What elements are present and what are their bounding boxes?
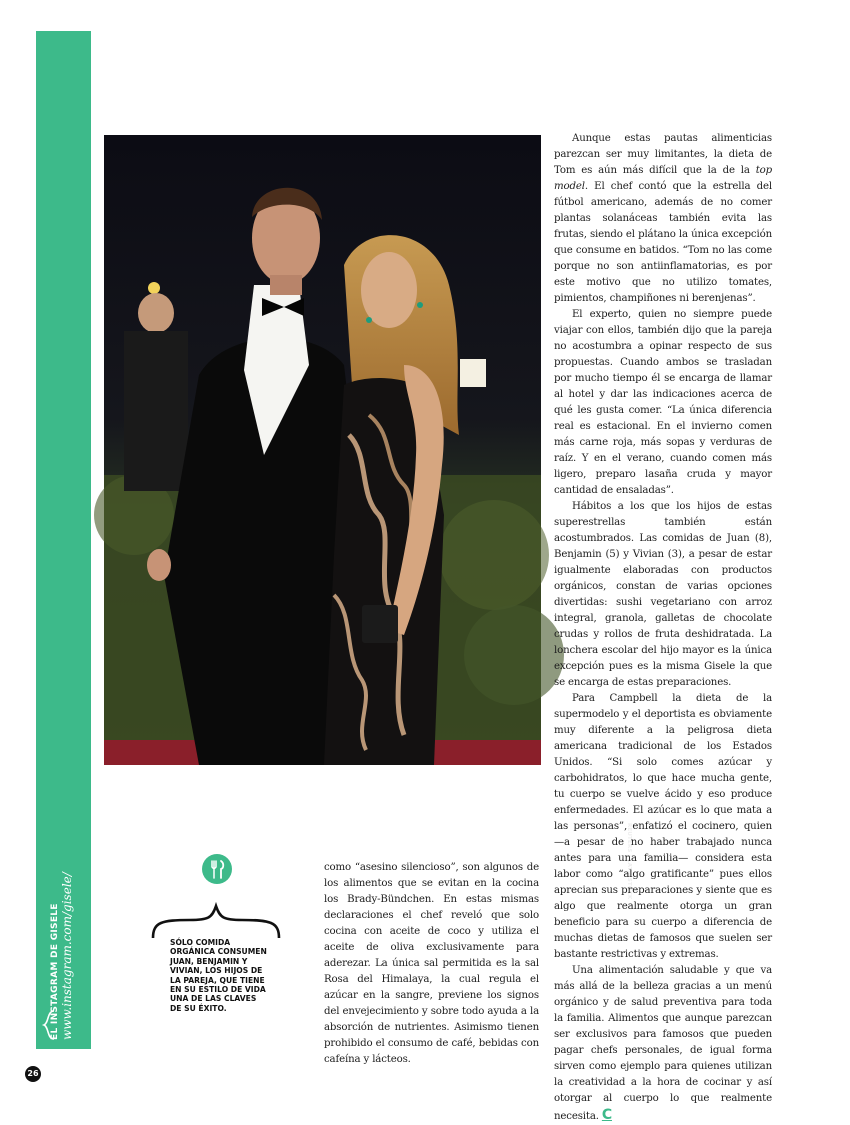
sidebar-title: EL INSTAGRAM DE GISELE bbox=[50, 903, 60, 1040]
article-paragraph: como “asesino silencioso”, son algunos de los alimentos que se evitan en la cocina los Brady-Bündchen. En estas mismas declaraciones el chef reveló que solo cocina con aceite de coco y utiliza el aceite de oliva exclusivamente para aderezar. La única sal permitida es la sal Rosa del Himalaya, la cual regula el azúcar en la sangre, previene los signos del envejecimiento y sobre todo ayuda a la absorción de nutrientes. Asimismo tienen prohibido el consumo de café, bebidas con cafeína y lácteos. bbox=[324, 862, 539, 1065]
article-column-right bbox=[554, 131, 772, 1125]
sidebar-caption bbox=[50, 830, 82, 1040]
end-mark: C bbox=[601, 1107, 612, 1123]
couple-photo bbox=[104, 135, 632, 900]
article-paragraph: Para Campbell la dieta de la supermodelo y el deportista es obviamente muy diferente a la peligrosa dieta americana tradicional de los Estados Unidos. “Si solo comes azúcar y carbohidratos, lo que hace mucha gente, tu cuerpo se vuelve ácido y eso produce enfermedades. El azúcar es lo que mata a las personas”, enfatizó el cocinero, quien —a pesar de no haber trabajado nunca antes para una familia— considera esta labor como “algo gratificante” pues ellos aprecian sus preparaciones y siente que es algo que realmente otorga un gran beneficio para su cuerpo a diferencia de muchas dietas de famosos que suelen ser bastante restrictivas y extremas. bbox=[554, 693, 772, 960]
fork-knife-glyph bbox=[202, 854, 232, 884]
article-paragraph: El experto, quien no siempre puede viajar con ellos, también dijo que la pareja no acostumbra a opinar respecto de sus propuestas. Cuando ambos se trasladan por mucho tiempo él se encarga de llamar al hotel y dar las indicaciones acerca de qué les gusta comer. “La única diferencia real es estacional. En el invierno comen más carne roja, más sopas y verduras de raíz. Y en el verano, cuando comen más ligero, preparo lasaña cruda y mayor cantidad de ensaladas”. bbox=[554, 309, 772, 496]
article-paragraph: Hábitos a los que los hijos de estas superestrellas también están acostumbrados. Las comidas de Juan (8), Benjamin (5) y Vivian (3), a pesar de estar igualmente elaboradas con productos orgánicos, constan de varias opciones divertidas: sushi vegetariano con arroz integral, granola, galletas de chocolate crudas y rollos de fruta deshidratada. La lonchera escolar del hijo mayor es la única excepción pues es la misma Gisele la que se encarga de estas preparaciones. bbox=[554, 501, 772, 688]
brace-icon bbox=[42, 1010, 56, 1040]
page-number: 26 bbox=[25, 1066, 41, 1082]
photo-illustration bbox=[104, 135, 541, 765]
paragraph-text: . El chef contó que la estrella del fútbol americano, además de no comer plantas solanáceas también evita las frutas, siendo el plátano la única excepción que consume en batidos. “Tom no las come porque no son antiinflamatorias, es por este motivo que no utilizo tomates, pimientos, champiñones ni berenjenas”. bbox=[554, 181, 772, 304]
italic-term: top model bbox=[554, 165, 772, 192]
paragraph-text: Aunque estas pautas alimenticias parezcan ser muy limitantes, la dieta de Tom es aún más difícil que la de la bbox=[554, 133, 772, 176]
article-paragraph bbox=[554, 131, 772, 307]
curly-brace-icon bbox=[150, 902, 282, 942]
article-column-middle bbox=[324, 860, 539, 1068]
paragraph-text: Una alimentación saludable y que va más allá de la belleza gracias a un menú orgánico y de salud preventiva para toda la familia. Alimentos que aunque parezcan ser exclusivos para famosos que pueden pagar chefs personales, de igual forma sirven como ejemplo para quienes utilizan la creatividad a la hora de cocinar y así otorgar al cuerpo lo que realmente necesita. bbox=[554, 965, 772, 1122]
photo-credit: REUTERS / LATINSTOCK bbox=[626, 823, 632, 900]
sidebar-url[interactable]: www.instagram.com/gisele/ bbox=[60, 872, 74, 1040]
article-paragraph bbox=[554, 963, 772, 1125]
fork-knife-icon bbox=[202, 854, 232, 884]
callout-quote: SÓLO COMIDA ORGÁNICA CONSUMEN JUAN, BENJAMIN Y VIVIAN, LOS HIJOS DE LA PAREJA, QUE TIENE EN SU ESTILO DE VIDA UNA DE LAS CLAVES DE SU ÉXITO. bbox=[170, 938, 267, 1013]
